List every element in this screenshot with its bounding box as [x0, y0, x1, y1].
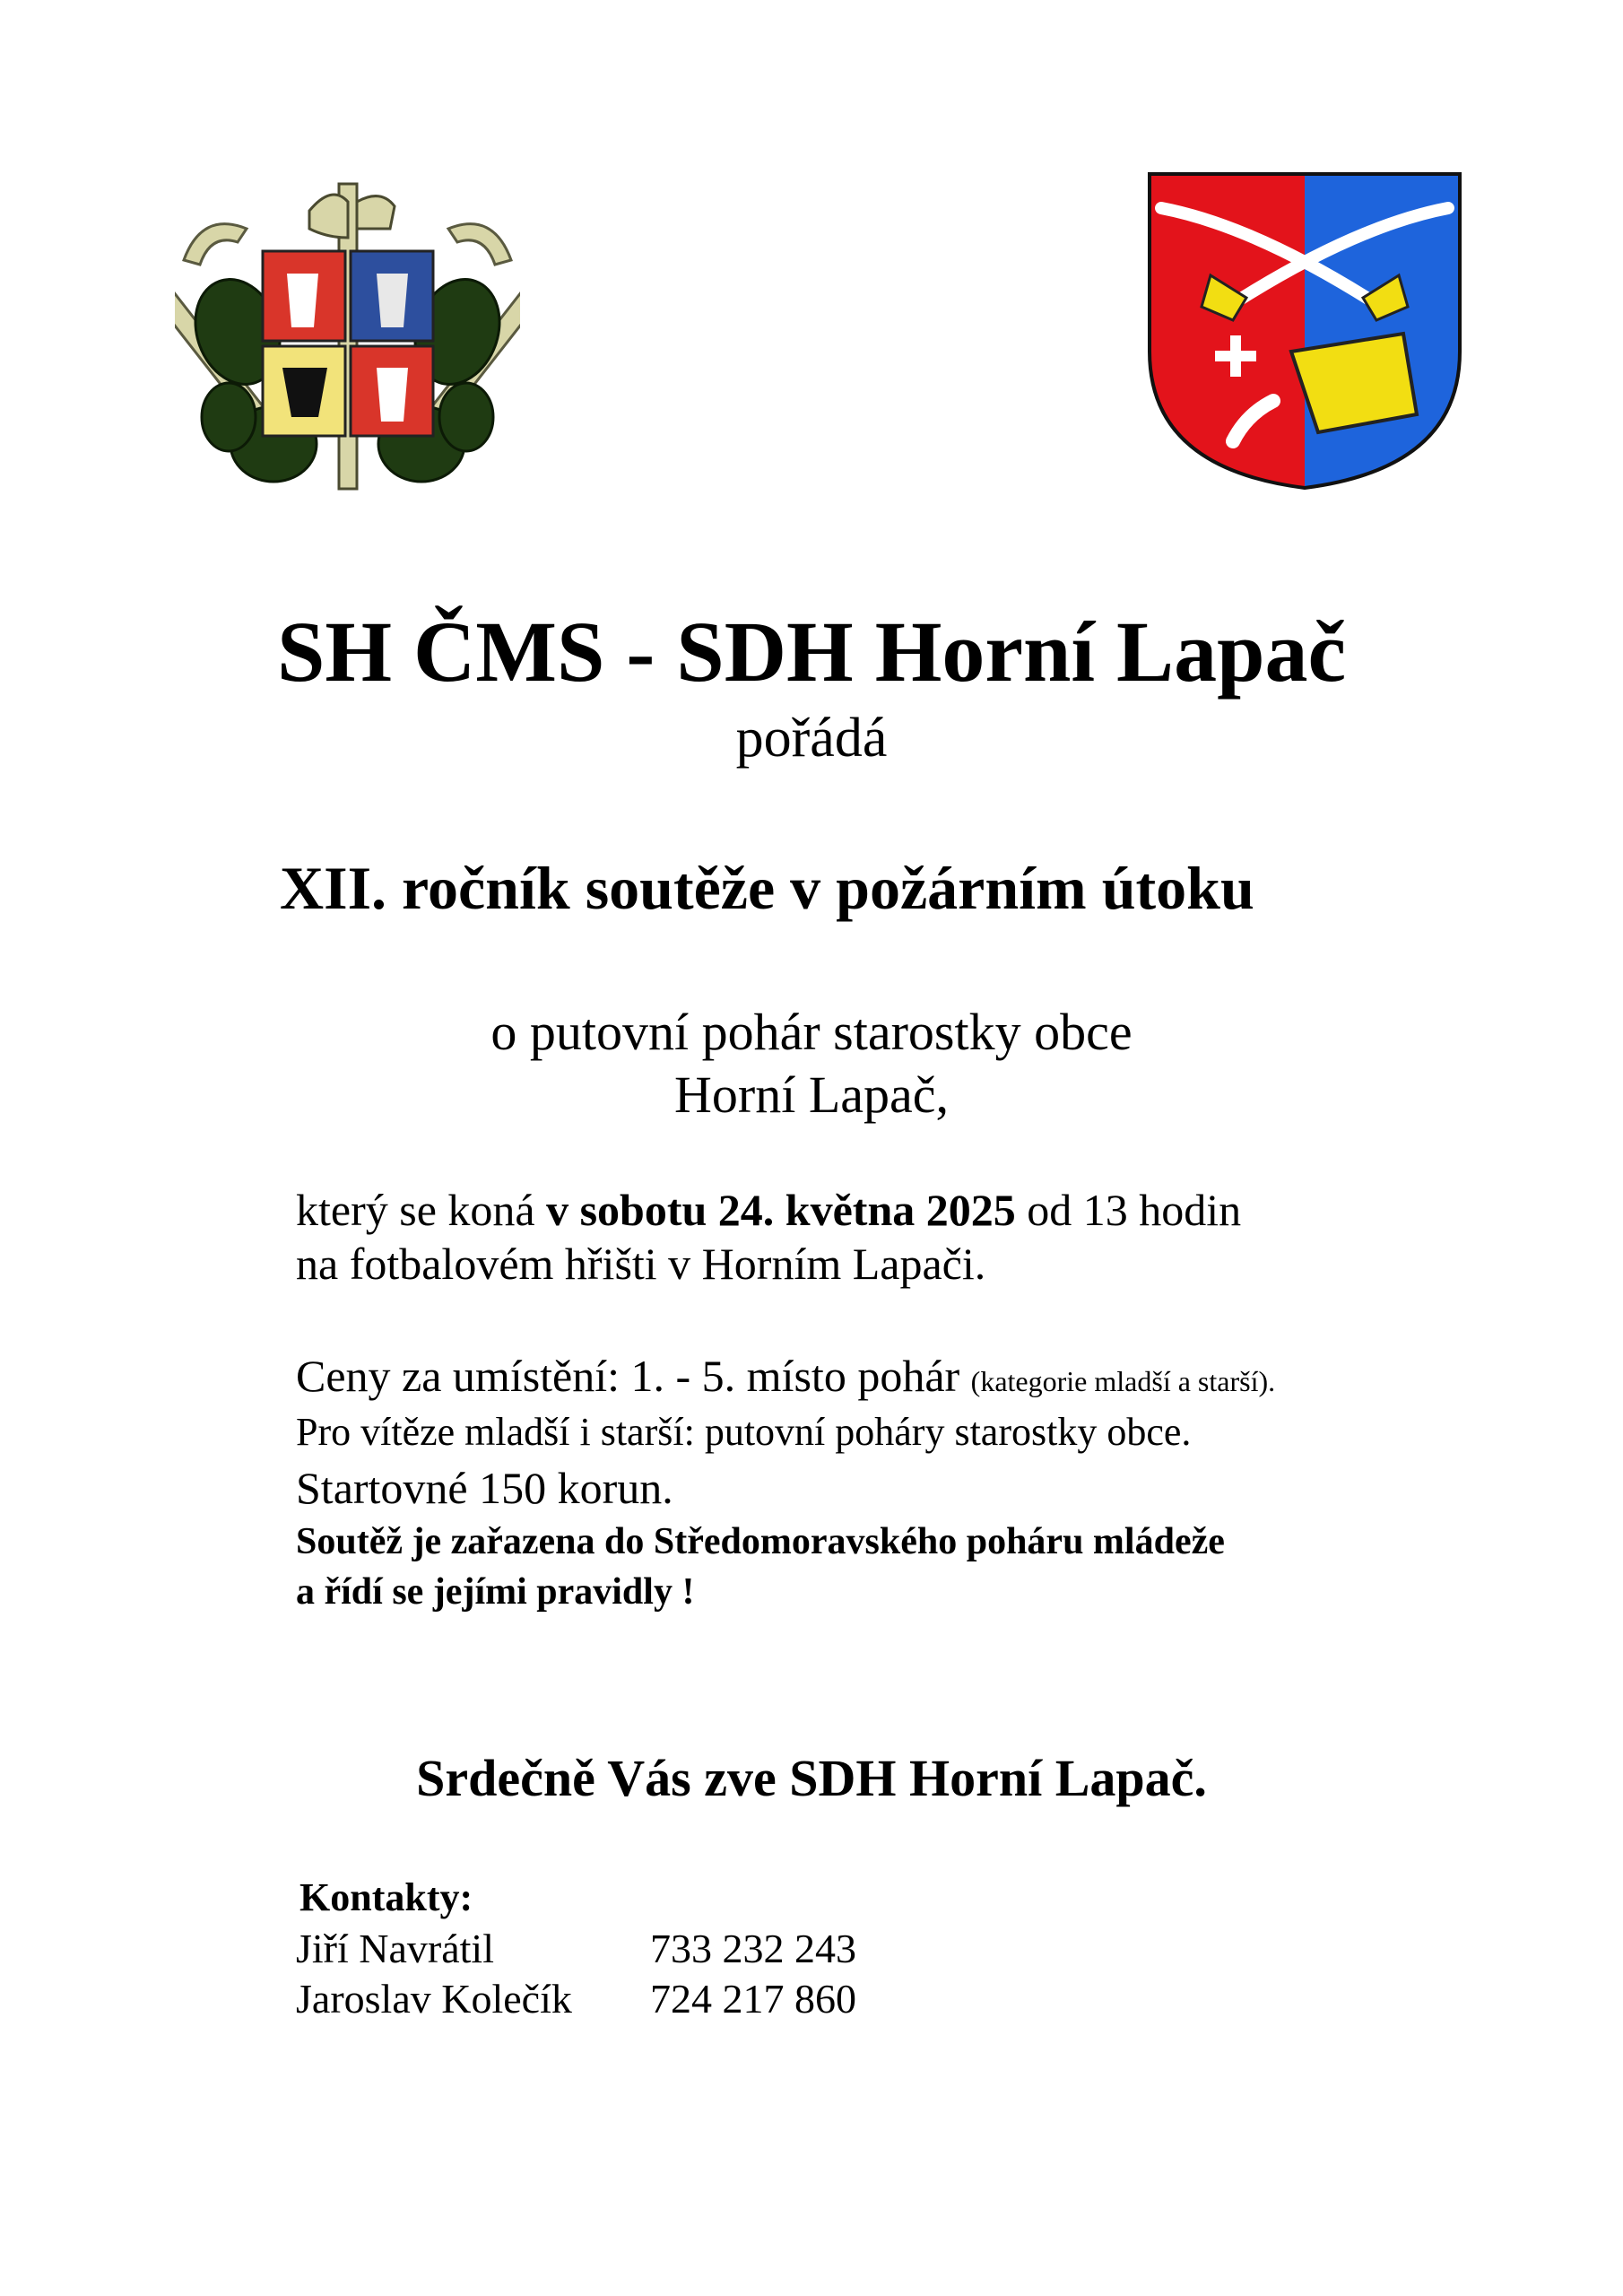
subtitle: pořádá	[735, 708, 888, 769]
event-date: v sobotu 24. května 2025	[546, 1185, 1016, 1235]
trophy-line-2: Horní Lapač,	[674, 1065, 949, 1124]
prizes-line	[296, 1350, 1275, 1407]
league-note-2: a řídí se jejími pravidly !	[296, 1571, 695, 1613]
prizes-main: Ceny za umístění: 1. - 5. místo pohár	[296, 1351, 971, 1401]
event-location: na fotbalovém hřišti v Horním Lapači.	[296, 1239, 986, 1289]
contacts-heading: Kontakty:	[299, 1875, 473, 1919]
league-note-1: Soutěž je zařazena do Středomoravského poháru mládeže	[296, 1521, 1225, 1562]
event-date-line	[296, 1184, 1241, 1236]
entry-fee: Startovné 150 korun.	[296, 1463, 673, 1513]
event-name: XII. ročník soutěže v požárním útoku	[280, 854, 1254, 922]
winners-line: Pro vítěze mladší i starší: putovní poháry starostky obce.	[296, 1410, 1192, 1454]
page-title: SH ČMS - SDH Horní Lapač	[276, 604, 1347, 700]
date-suffix: od 13 hodin	[1015, 1185, 1242, 1235]
trophy-line-1: o putovní pohár starostky obce	[490, 1003, 1133, 1061]
contact-phone: 724 217 860	[650, 1976, 856, 2022]
coat-of-arms-icon	[1148, 172, 1462, 491]
contact-name: Jiří Navrátil	[296, 1926, 494, 1971]
contact-name: Jaroslav Kolečík	[296, 1976, 572, 2022]
firefighter-emblem-icon	[175, 175, 520, 498]
contact-phone: 733 232 243	[650, 1926, 856, 1971]
prizes-note: (kategorie mladší a starší).	[970, 1365, 1276, 1397]
date-prefix: který se koná	[296, 1185, 547, 1235]
invitation: Srdečně Vás zve SDH Horní Lapač.	[416, 1749, 1207, 1807]
